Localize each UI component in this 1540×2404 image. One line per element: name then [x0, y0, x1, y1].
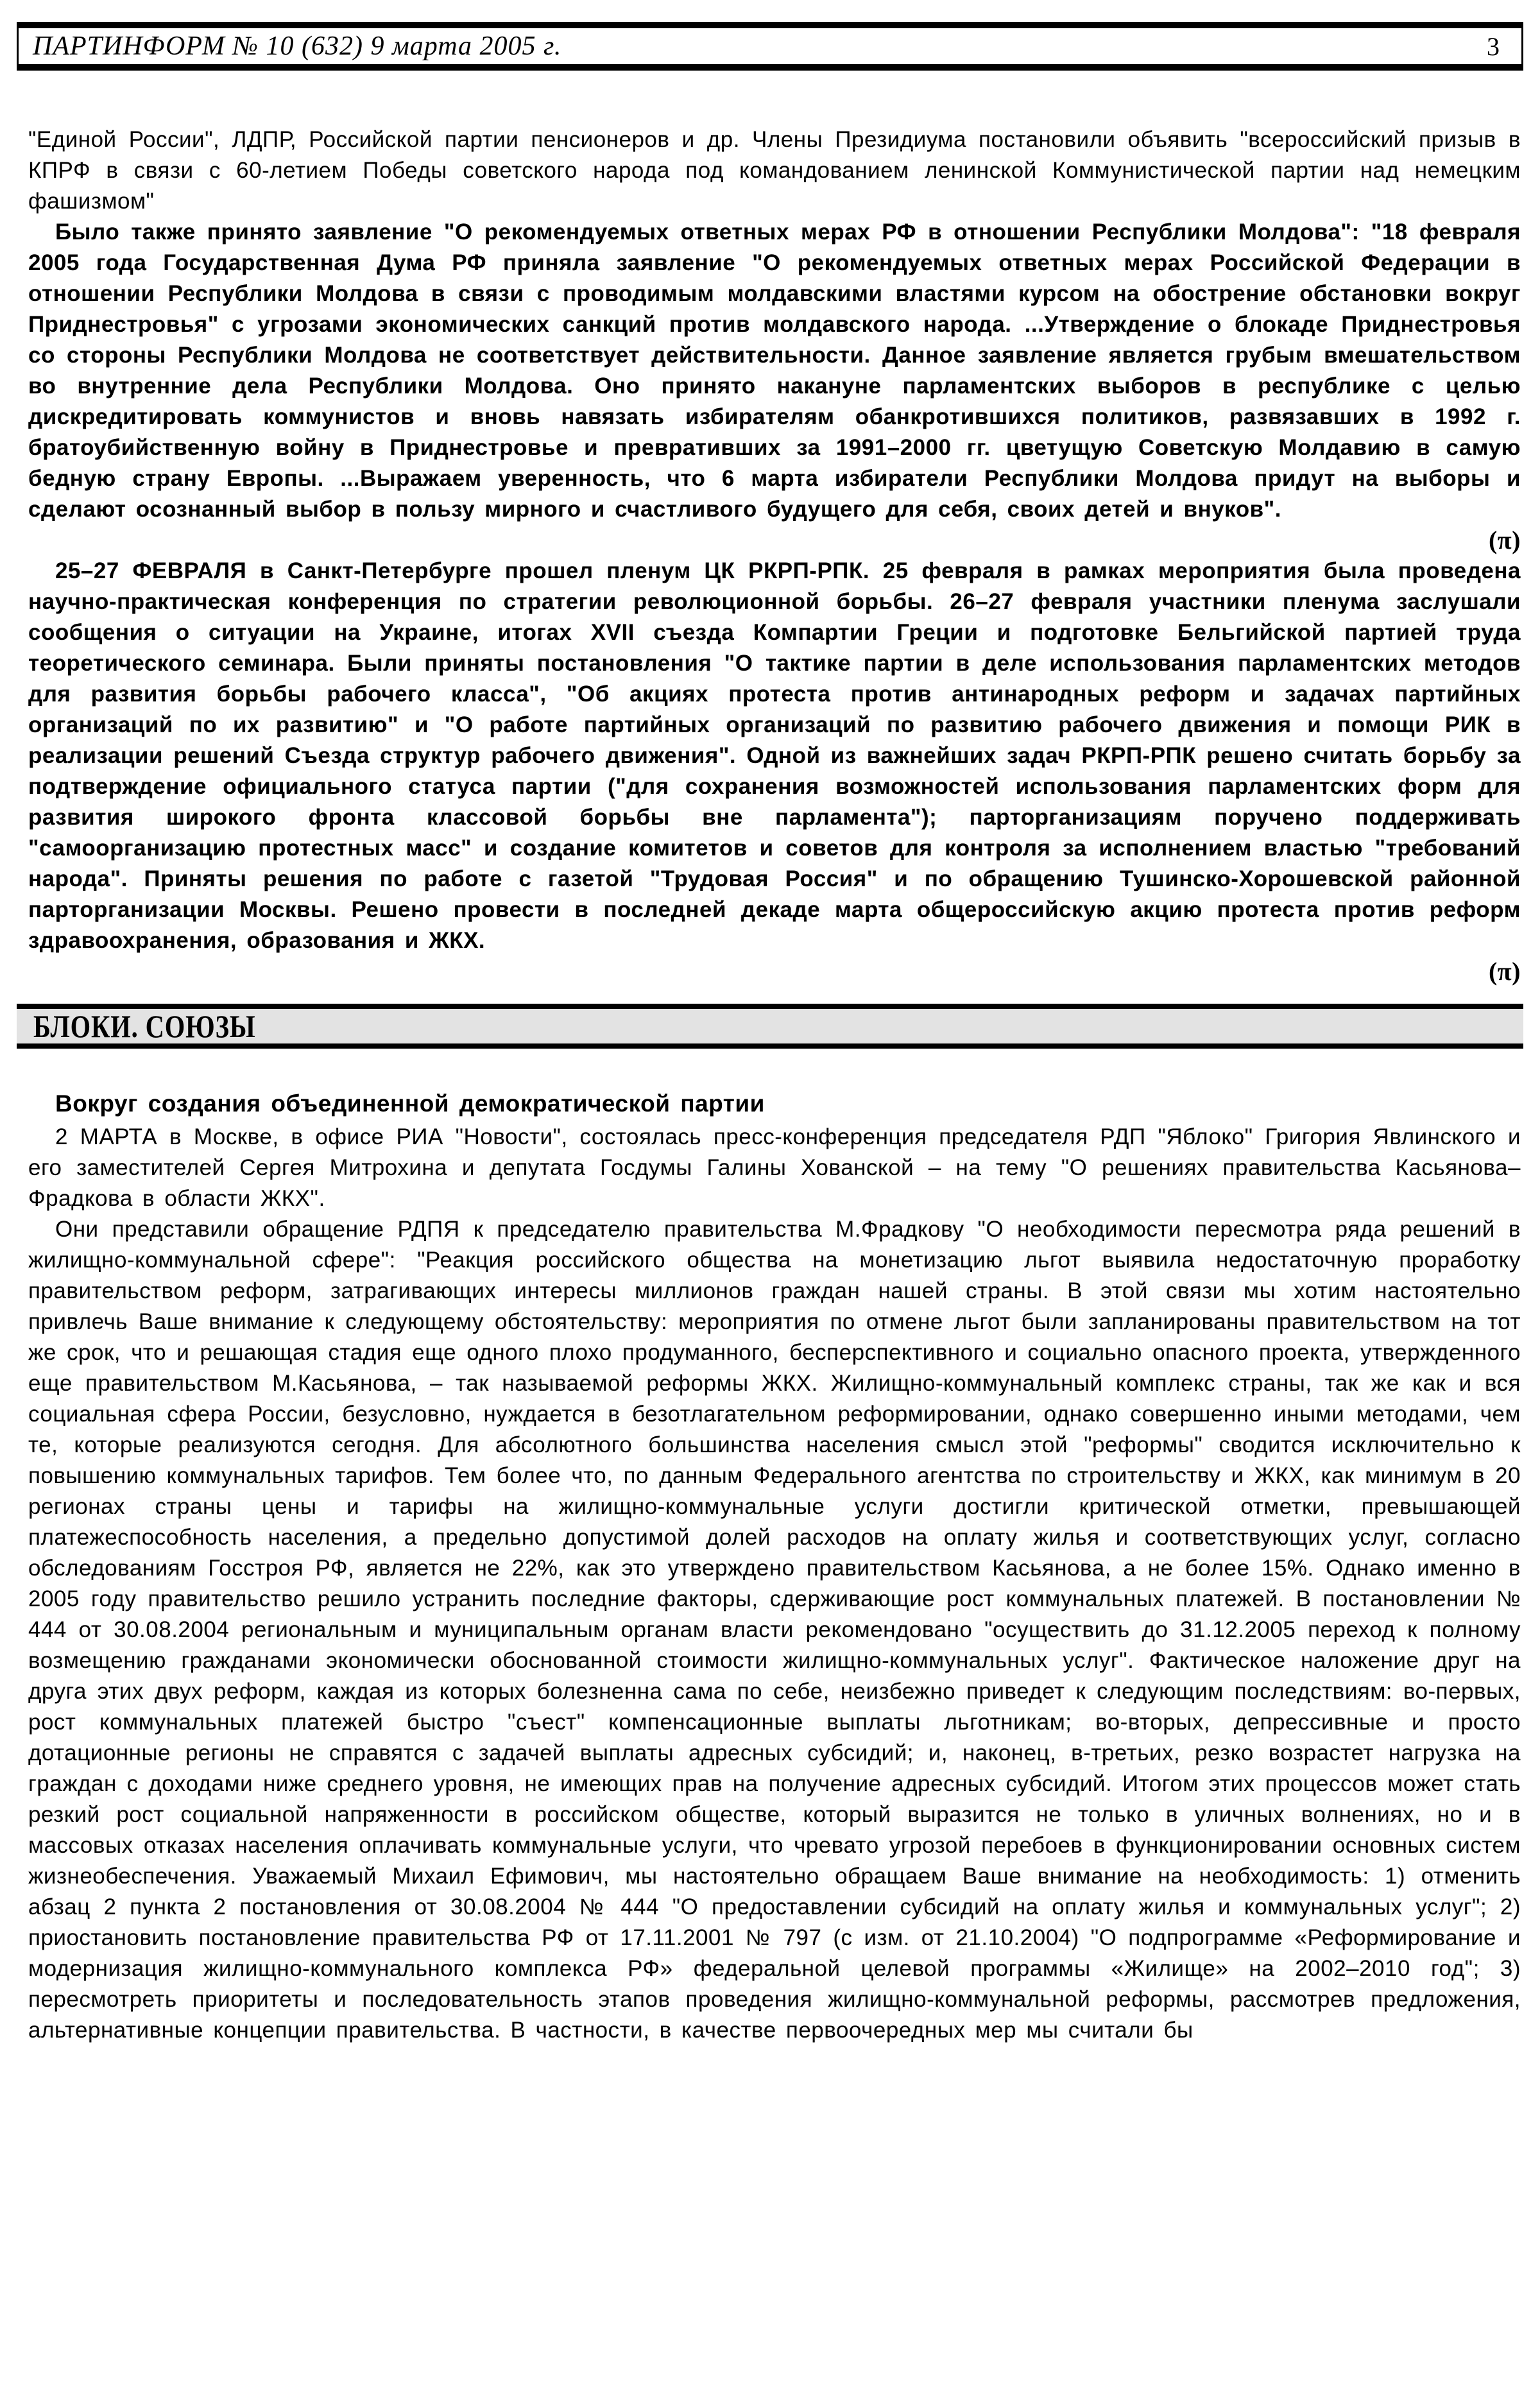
plenum-paragraph: 25–27 ФЕВРАЛЯ в Санкт-Петербурге прошел пленум ЦК РКРП-РПК. 25 февраля в рамках мероприятия была проведена научно-практическая конференция по стратегии революционной борьбы. 26–27 февраля участники пленума заслушали сообщения о ситуации на Украине, итогах XVII съезда Компартии Греции и подготовке Бельгийской партией труда теоретического семинара. Были приняты постановления "О тактике партии в деле использования парламентских методов для развития борьбы рабочего класса", "Об акциях протеста против антинародных реформ и задачах партийных организаций по их развитию" и "О работе партийных организаций по развитию рабочего движения и помощи РИК в реализации решений Съезда структур рабочего движения". Одной из важнейших задач РКРП-РПК решено считать борьбу за подтверждение официального статуса партии ("для сохранения возможностей использования парламентских форм для развития широкого фронта классовой борьбы вне парламента"); парторганизациям поручено поддерживать "самоорганизацию протестных масс" и создание комитетов и советов для контроля за исполнением властью "требований народа". Приняты решения по работе с газетой "Трудовая Россия" и по обращению Тушинско-Хорошевской районной парторганизации Москвы. Решено провести в последней декаде марта общероссийскую акцию протеста против реформ здравоохранения, образования и ЖКХ.	[28, 558, 1521, 953]
continuation-paragraph: "Единой России", ЛДПР, Российской партии пенсионеров и др. Члены Президиума постановили объявить "всероссийский призыв в КПРФ в связи с 60-летием Победы советского народа под командованием ленинской Коммунистической партии над немецким фашизмом"	[28, 127, 1521, 214]
item-end-mark: (π)	[1488, 526, 1521, 554]
section-header-bar	[17, 1004, 1523, 1049]
newsletter-page	[0, 22, 1540, 2404]
page-number: 3	[1487, 31, 1500, 61]
moldova-statement-paragraph: Было также принято заявление "О рекомендуемых ответных мерах РФ в отношении Республики Молдова": "18 февраля 2005 года Государственная Дума РФ приняла заявление "О рекомендуемых ответных мерах Российской Федерации в отношении Республики Молдова в связи с проводимым молдавскими властями курсом на обострение обстановки вокруг Приднестровья" с угрозами экономических санкций против молдавского народа. ...Утверждение о блокаде Приднестровья со стороны Республики Молдова не соответствует действительности. Данное заявление является грубым вмешательством во внутренние дела Республики Молдова. Оно принято накануне парламентских выборов в республике с целью дискредитировать коммунистов и вновь навязать избирателям обанкротившихся политиков, развязавших в 1992 г. братоубийственную войну в Приднестровье и превративших за 1991–2000 гг. цветущую Советскую Молдавию в самую бедную страну Европы. ...Выражаем уверенность, что 6 марта избиратели Республики Молдова придут на выборы и сделают осознанный выбор в пользу мирного и счастливого будущего для себя, своих детей и внуков".	[28, 219, 1521, 522]
section-title: БЛОКИ. СОЮЗЫ	[33, 1008, 256, 1044]
article-body-paragraph: Они представили обращение РДПЯ к председателю правительства М.Фрадкову "О необходимости пересмотра ряда решений в жилищно-коммунальной сфере": "Реакция российского общества на монетизацию льгот выявила недостаточную проработку правительством реформ, затрагивающих интересы миллионов граждан нашей страны. В этой связи мы хотим настоятельно привлечь Ваше внимание к следующему обстоятельству: мероприятия по отмене льгот были запланированы правительством на тот же срок, что и решающая стадия еще одного плохо продуманного, бесперспективного и социально опасного проекта, утвержденного еще правительством М.Касьянова, – так называемой реформы ЖКХ. Жилищно-коммунальный комплекс страны, так же как и вся социальная сфера России, безусловно, нуждается в безотлагательном реформировании, однако совершенно иными методами, чем те, которые реализуются сегодня. Для абсолютного большинства населения смысл этой "реформы" сводится исключительно к повышению коммунальных тарифов. Тем более что, по данным Федерального агентства по строительству и ЖКХ, как минимум в 20 регионах страны цены и тарифы на жилищно-коммунальные услуги достигли критической отметки, превышающей платежеспособность населения, а предельно допустимой долей расходов на оплату жилья и соответствующих услуг, согласно обследованиям Госстроя РФ, является не 22%, как это утверждено правительством Касьянова, а не более 15%. Однако именно в 2005 году правительство решило устранить последние факторы, сдерживающие рост коммунальных платежей. В постановлении № 444 от 30.08.2004 региональным и муниципальным органам власти рекомендовано "осуществить до 31.12.2005 переход к полному возмещению гражданами экономически обоснованной стоимости жилищно-коммунальных услуг". Фактическое наложение друг на друга этих двух реформ, каждая из которых болезненна сама по себе, неизбежно приведет к следующим последствиям: во-первых, рост коммунальных платежей быстро "съест" компенсационные выплаты льготникам; во-вторых, депрессивные и просто дотационные регионы не справятся с задачей выплаты адресных субсидий; и, наконец, в-третьих, резко возрастет нагрузка на граждан с доходами ниже среднего уровня, не имеющих прав на получение адресных субсидий. Итогом этих процессов может стать резкий рост социальной напряженности в российском обществе, который выразится не только в уличных волнениях, но и в массовых отказах населения оплачивать коммунальные услуги, что чревато угрозой перебоев в функционировании основных систем жизнеобеспечения. Уважаемый Михаил Ефимович, мы настоятельно обращаем Ваше внимание на необходимость: 1) отменить абзац 2 пункта 2 постановления от 30.08.2004 № 444 "О предоставлении субсидий на оплату жилья и коммунальных услуг"; 2) приостановить постановление правительства РФ от 17.11.2001 № 797 (с изм. от 21.10.2004) "О подпрограмме «Реформирование и модернизация жилищно-коммунального комплекса РФ» федеральной целевой программы «Жилище» на 2002–2010 год"; 3) пересмотреть приоритеты и последовательность этапов проведения жилищно-коммунальной реформы, рассмотрев предложения, альтернативные концепции правительства. В частности, в качестве первоочередных мер мы считали бы	[28, 1217, 1521, 2043]
page-header	[17, 22, 1523, 71]
item-end-mark: (π)	[1488, 957, 1521, 986]
article-block	[28, 1088, 1521, 2046]
article-lead-paragraph: 2 МАРТА в Москве, в офисе РИА "Новости", состоялась пресс-конференция председателя РДП "Яблоко" Григория Явлинского и его заместителей Сергея Митрохина и депутата Госдумы Галины Хованской – на тему "О решениях правительства Касьянова–Фрадкова в области ЖКХ".	[28, 1124, 1521, 1211]
news-column	[28, 124, 1521, 987]
article-title: Вокруг создания объединенной демократической партии	[55, 1090, 765, 1117]
newsletter-masthead: ПАРТИНФОРМ № 10 (632) 9 марта 2005 г.	[33, 31, 562, 61]
